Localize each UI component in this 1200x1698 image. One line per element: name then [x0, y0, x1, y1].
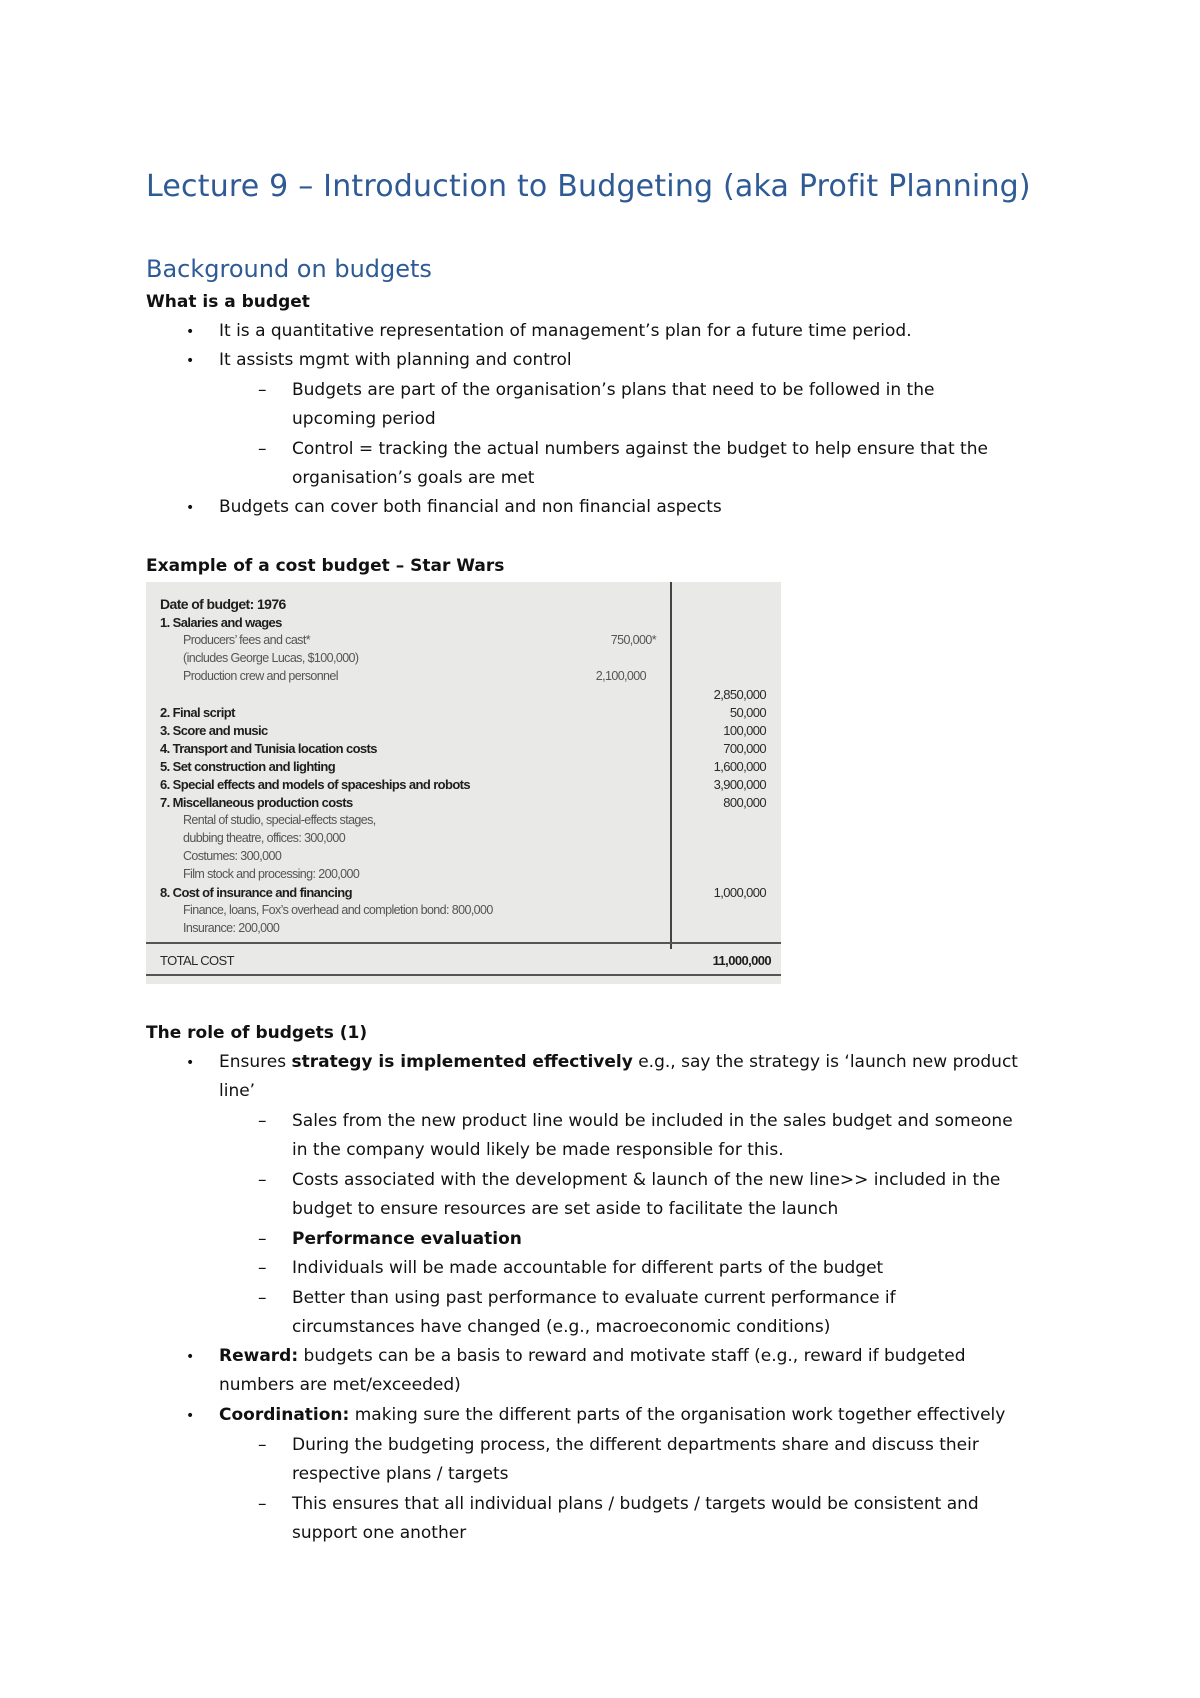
budget-item: 2. Final script: [160, 705, 235, 720]
text-span: e.g., say the strategy is ‘launch new product: [632, 1052, 1018, 1072]
text-span: making sure the different parts of the organisation work together effectively: [349, 1405, 1006, 1425]
table-rule: [146, 942, 781, 944]
bold-span: Coordination:: [219, 1405, 350, 1425]
subheading-example: Example of a cost budget – Star Wars: [146, 556, 505, 576]
list-item: This ensures that all individual plans / budgets / targets would be consistent and: [292, 1494, 979, 1514]
budget-value: 800,000: [723, 795, 766, 810]
bullet-icon: •: [186, 1055, 195, 1071]
budget-subitem: Producers’ fees and cast*: [183, 633, 310, 647]
budget-item: 5. Set construction and lighting: [160, 759, 336, 774]
bullet-icon: •: [186, 500, 195, 516]
dash-icon: –: [258, 1111, 267, 1131]
dash-icon: –: [258, 380, 267, 400]
budget-item: 1. Salaries and wages: [160, 615, 282, 630]
dash-icon: –: [258, 1494, 267, 1514]
list-item: Performance evaluation: [292, 1229, 522, 1249]
text-span: Ensures: [219, 1052, 292, 1072]
budget-item: 8. Cost of insurance and financing: [160, 885, 352, 900]
budget-subitem: (includes George Lucas, $100,000): [183, 651, 359, 665]
list-item: Budgets can cover both financial and non financial aspects: [219, 497, 722, 517]
list-item-continued: support one another: [292, 1523, 467, 1543]
list-item: Sales from the new product line would be included in the sales budget and someone: [292, 1111, 1013, 1131]
list-item: [219, 1405, 1005, 1426]
section-heading-background: Background on budgets: [146, 255, 432, 283]
list-item: Budgets are part of the organisation’s plans that need to be followed in the: [292, 380, 935, 400]
list-item-continued: circumstances have changed (e.g., macroeconomic conditions): [292, 1317, 831, 1337]
budget-total-label: TOTAL COST: [160, 953, 234, 968]
list-item-continued: numbers are met/exceeded): [219, 1375, 461, 1395]
list-item-continued: line’: [219, 1081, 256, 1101]
budget-table-image: [146, 582, 781, 984]
list-item: Costs associated with the development & launch of the new line>> included in the: [292, 1170, 1001, 1190]
list-item-continued: organisation’s goals are met: [292, 468, 535, 488]
budget-value: 3,900,000: [713, 777, 766, 792]
dash-icon: –: [258, 1288, 267, 1308]
budget-item: 4. Transport and Tunisia location costs: [160, 741, 377, 756]
dash-icon: –: [258, 439, 267, 459]
budget-subitem: Rental of studio, special-effects stages,: [183, 813, 376, 827]
list-item: Individuals will be made accountable for different parts of the budget: [292, 1258, 884, 1278]
subheading-role: The role of budgets (1): [146, 1023, 368, 1043]
budget-subitem: Film stock and processing: 200,000: [183, 867, 360, 881]
bold-span: Reward:: [219, 1346, 299, 1366]
page-title: Lecture 9 – Introduction to Budgeting (aka Profit Planning): [146, 169, 1031, 204]
budget-value: 750,000*: [610, 633, 656, 647]
list-item: Better than using past performance to evaluate current performance if: [292, 1288, 896, 1308]
budget-value: 700,000: [723, 741, 766, 756]
list-item-continued: upcoming period: [292, 409, 436, 429]
bullet-icon: •: [186, 324, 195, 340]
bold-span: strategy is implemented effectively: [291, 1052, 633, 1072]
bullet-icon: •: [186, 1349, 195, 1365]
list-item: [219, 1052, 1018, 1073]
budget-subitem: dubbing theatre, offices: 300,000: [183, 831, 346, 845]
budget-subitem: Costumes: 300,000: [183, 849, 282, 863]
list-item: Control = tracking the actual numbers against the budget to help ensure that the: [292, 439, 988, 459]
list-item: During the budgeting process, the different departments share and discuss their: [292, 1435, 979, 1455]
list-item: [219, 1346, 966, 1367]
budget-value: 100,000: [723, 723, 766, 738]
subheading-what-is: What is a budget: [146, 292, 310, 312]
text-span: budgets can be a basis to reward and motivate staff (e.g., reward if budgeted: [298, 1346, 966, 1366]
budget-item: 6. Special effects and models of spaceships and robots: [160, 777, 471, 792]
list-item-continued: budget to ensure resources are set aside to facilitate the launch: [292, 1199, 839, 1219]
budget-subitem: Insurance: 200,000: [183, 921, 280, 935]
budget-item: 7. Miscellaneous production costs: [160, 795, 353, 810]
dash-icon: –: [258, 1435, 267, 1455]
budget-value: 1,600,000: [713, 759, 766, 774]
budget-value: 50,000: [729, 705, 766, 720]
budget-subitem: Production crew and personnel: [183, 669, 338, 683]
list-item: It assists mgmt with planning and control: [219, 350, 572, 370]
dash-icon: –: [258, 1170, 267, 1190]
bullet-icon: •: [186, 353, 195, 369]
budget-item: 3. Score and music: [160, 723, 268, 738]
dash-icon: –: [258, 1229, 267, 1249]
budget-total-value: 11,000,000: [712, 953, 771, 968]
budget-subtotal: 2,850,000: [713, 687, 766, 702]
list-item-continued: respective plans / targets: [292, 1464, 509, 1484]
dash-icon: –: [258, 1258, 267, 1278]
table-rule: [146, 974, 781, 976]
bullet-icon: •: [186, 1408, 195, 1424]
list-item-continued: in the company would likely be made responsible for this.: [292, 1140, 784, 1160]
budget-date: Date of budget: 1976: [160, 596, 286, 612]
budget-value: 1,000,000: [713, 885, 766, 900]
list-item: It is a quantitative representation of management’s plan for a future time period.: [219, 321, 912, 341]
budget-value: 2,100,000: [595, 669, 646, 683]
budget-subitem: Finance, loans, Fox’s overhead and completion bond: 800,000: [183, 903, 493, 917]
